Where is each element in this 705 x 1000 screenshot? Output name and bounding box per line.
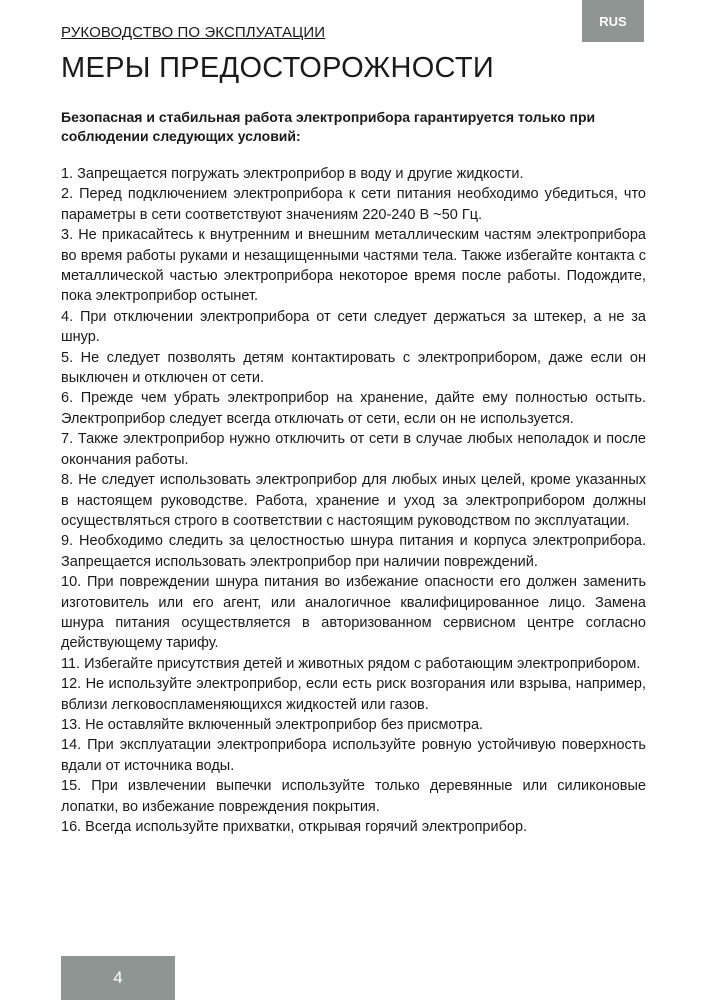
- page-number: 4: [61, 956, 175, 1000]
- safety-rule: 6. Прежде чем убрать электроприбор на хранение, дайте ему полностью остыть. Электроприбор следует всегда отключать от сети, если он не используется.: [61, 390, 646, 427]
- safety-rule: 3. Не прикасайтесь к внутренним и внешним металлическим частям электроприбора во время работы руками и незащищенными частями тела. Также избегайте контакта с металлической частью электроприбора некоторое время после работы. Подождите, пока электроприбор остынет.: [61, 227, 646, 305]
- language-tab: RUS: [582, 0, 644, 42]
- safety-rule: 10. При повреждении шнура питания во избежание опасности его должен заменить изготовитель или его агент, или аналогичное квалифицированное лицо. Замена шнура питания осуществляется в авторизованном сервисном центре согласно действующему тарифу.: [61, 574, 646, 652]
- safety-rule: 14. При эксплуатации электроприбора используйте ровную устойчивую поверхность вдали от источника воды.: [61, 737, 646, 774]
- safety-rule: 9. Необходимо следить за целостностью шнура питания и корпуса электроприбора. Запрещается использовать электроприбор при наличии повреждений.: [61, 533, 646, 570]
- safety-rule: 11. Избегайте присутствия детей и животных рядом с работающим электроприбором.: [61, 655, 641, 672]
- safety-rule: 13. Не оставляйте включенный электроприбор без присмотра.: [61, 716, 484, 733]
- safety-rule: 15. При извлечении выпечки используйте только деревянные или силиконовые лопатки, во избежание повреждения покрытия.: [61, 778, 646, 815]
- safety-rule: 1. Запрещается погружать электроприбор в воду и другие жидкости.: [61, 166, 524, 182]
- page-title: МЕРЫ ПРЕДОСТОРОЖНОСТИ: [61, 52, 494, 84]
- safety-rules-list: [61, 164, 646, 837]
- manual-header: РУКОВОДСТВО ПО ЭКСПЛУАТАЦИИ: [61, 24, 326, 41]
- safety-rule: 5. Не следует позволять детям контактировать с электроприбором, даже если он выключен и отключен от сети.: [61, 349, 646, 387]
- safety-rule: 8. Не следует использовать электроприбор для любых иных целей, кроме указанных в настоящем руководстве. Работа, хранение и уход за электроприбором должны осуществляться строго в соответствии с настоящим руководством по эксплуатации.: [61, 472, 646, 529]
- safety-rule: 4. При отключении электроприбора от сети следует держаться за штекер, а не за шнур.: [61, 308, 646, 346]
- safety-rule: 12. Не используйте электроприбор, если есть риск возгорания или взрыва, например, вблизи легковоспламеняющихся жидкостей или газов.: [61, 676, 646, 713]
- intro-paragraph: Безопасная и стабильная работа электроприбора гарантируется только при соблюдении следующих условий:: [61, 109, 596, 144]
- safety-rule: 2. Перед подключением электроприбора к сети питания необходимо убедиться, что параметры в сети соответствуют значениям 220-240 В ~50 Гц.: [61, 186, 646, 223]
- safety-rule: 16. Всегда используйте прихватки, открывая горячий электроприбор.: [61, 819, 528, 835]
- safety-rule: 7. Также электроприбор нужно отключить от сети в случае любых неполадок и после окончания работы.: [61, 431, 646, 468]
